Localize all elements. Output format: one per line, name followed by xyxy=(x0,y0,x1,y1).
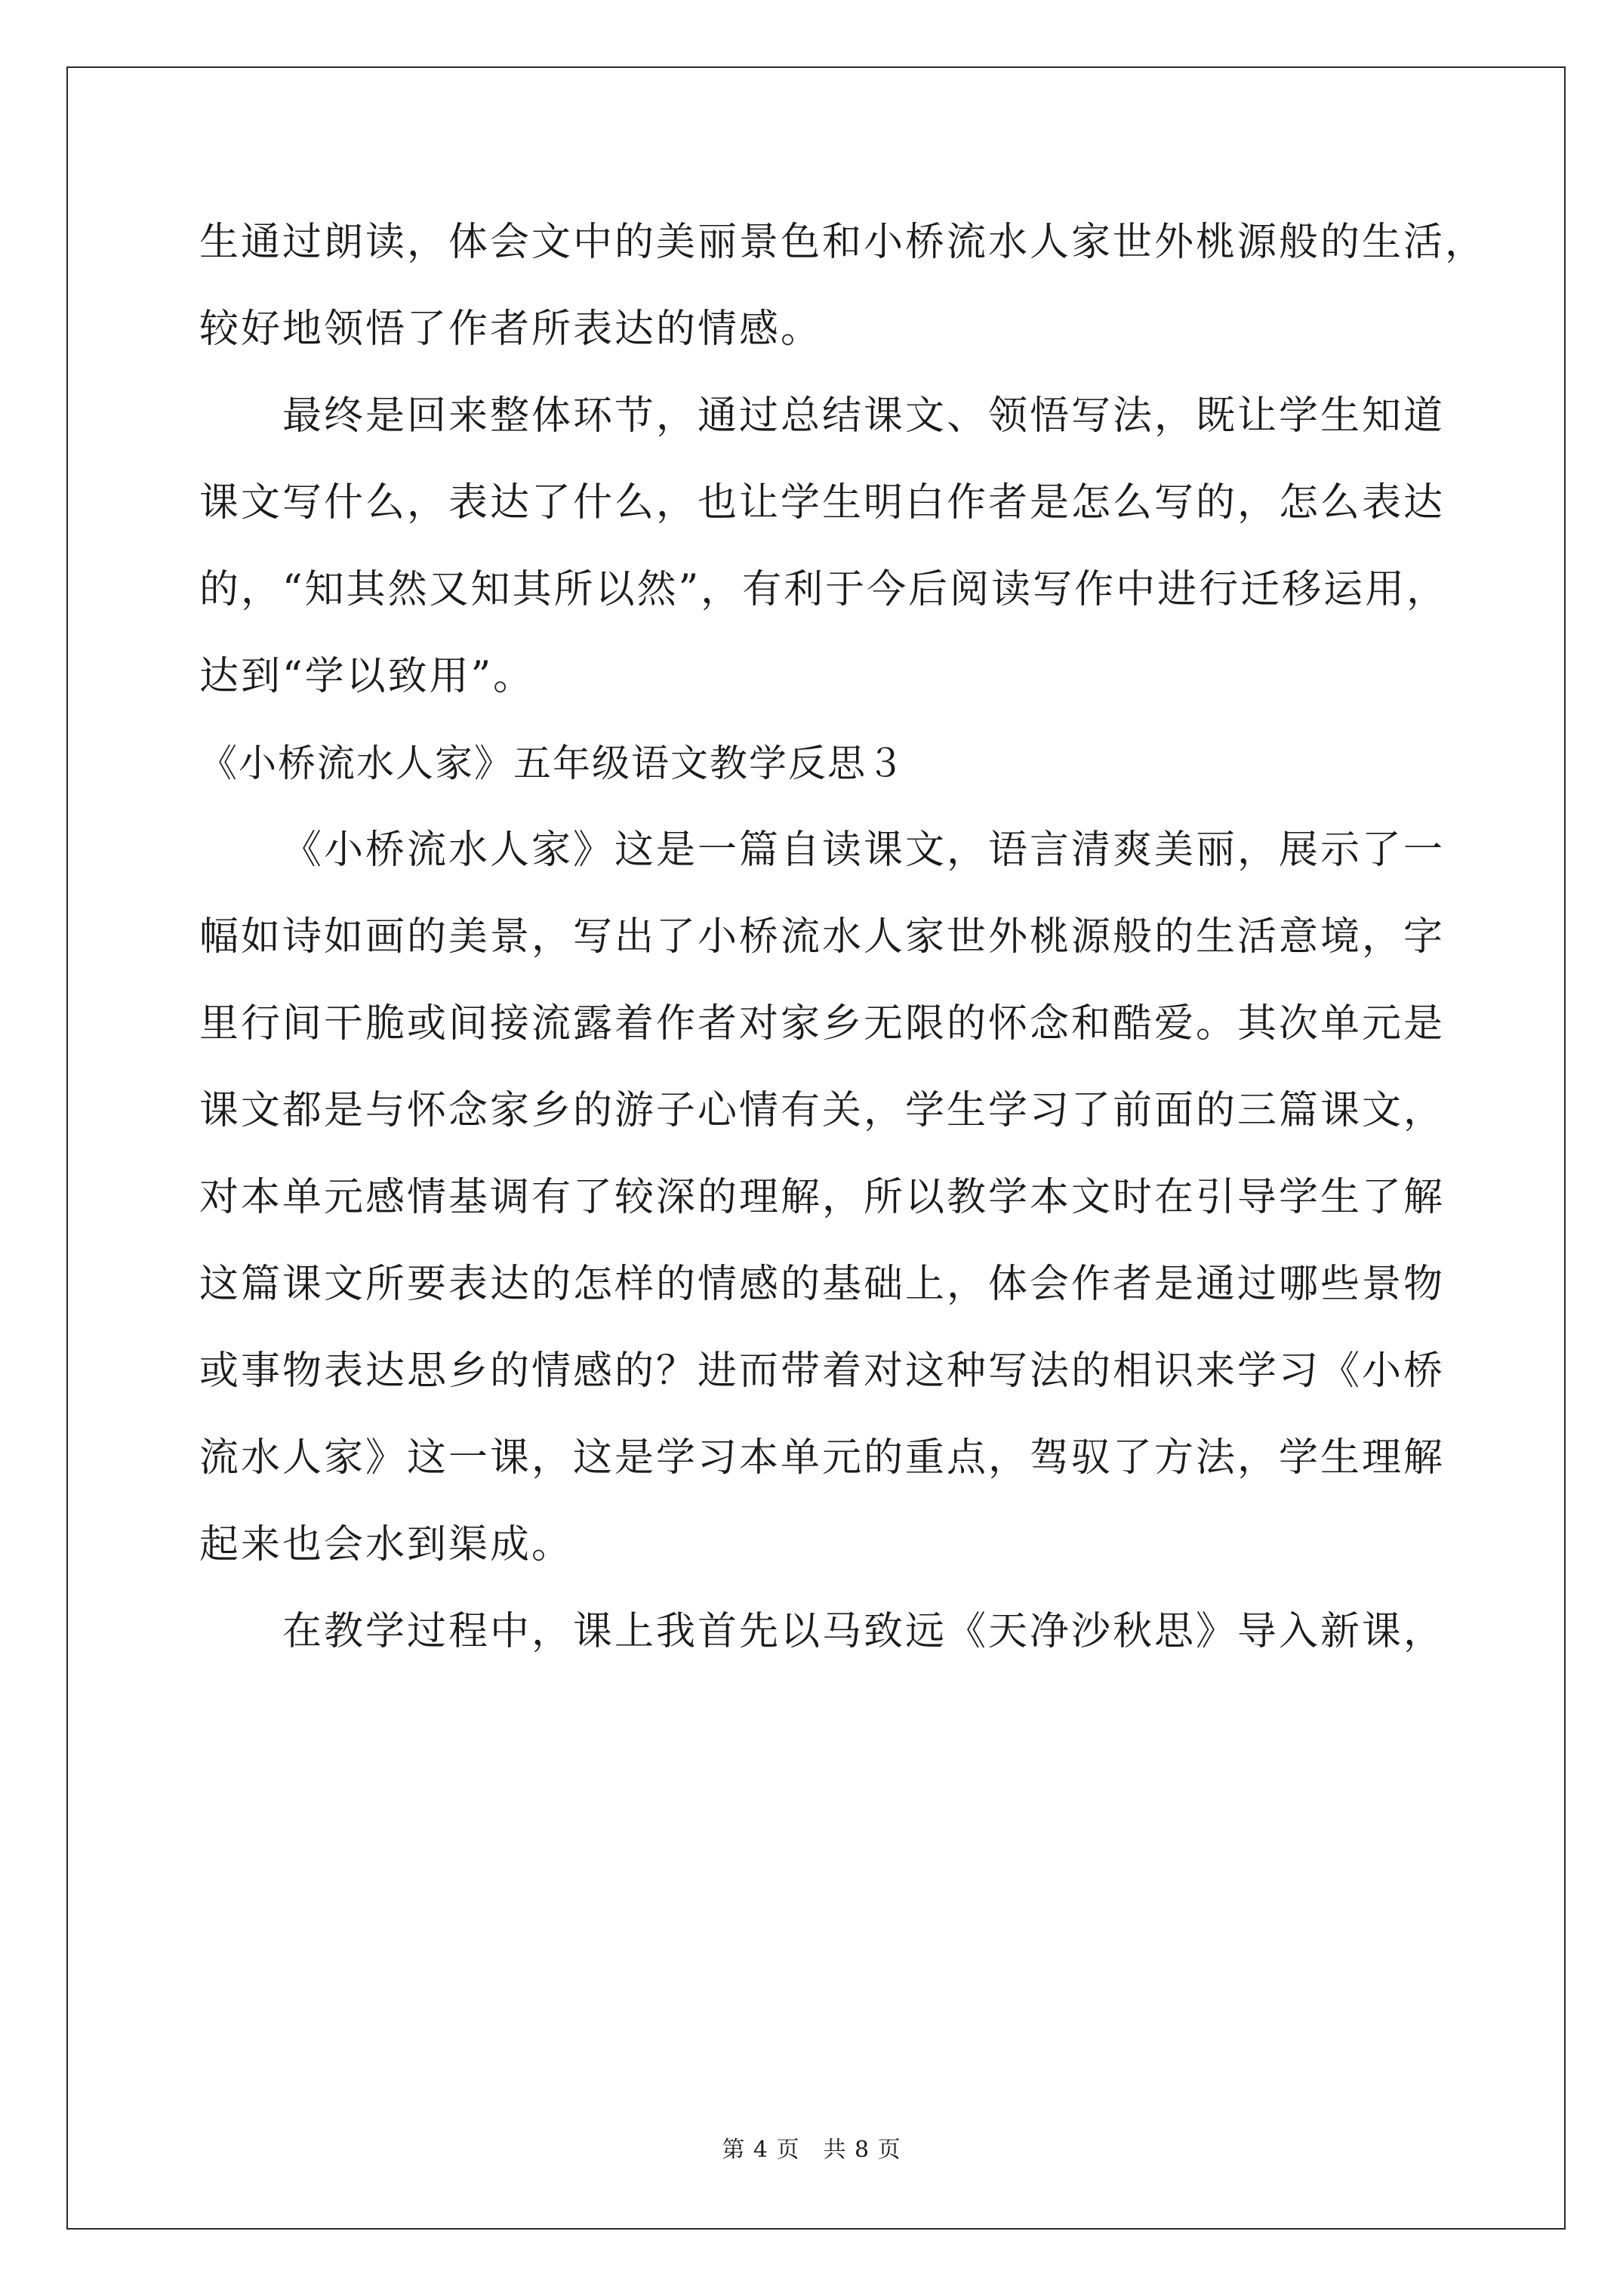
section-heading: 《小桥流水人家》五年级语文教学反思３ xyxy=(199,741,906,785)
body-line: 较好地领悟了作者所表达的情感。 xyxy=(199,307,823,352)
body-line: 生通过朗读，体会文中的美丽景色和小桥流水人家世外桃源般的生活， xyxy=(199,220,1487,265)
body-line: 对本单元感情基调有了较深的理解，所以教学本文时在引导学生了解 xyxy=(199,1175,1446,1220)
body-line: 达到“学以致用”。 xyxy=(199,654,535,699)
body-line: 课文写什么，表达了什么，也让学生明白作者是怎么写的，怎么表达 xyxy=(199,480,1446,525)
paragraph-first-line: 最终是回来整体环节，通过总结课文、领悟写法，既让学生知道 xyxy=(282,393,1446,439)
body-line: 起来也会水到渠成。 xyxy=(199,1522,574,1567)
body-line: 的，“知其然又知其所以然”，有利于今后阅读写作中进行迁移运用， xyxy=(199,567,1449,612)
document-body xyxy=(199,217,1487,1693)
body-line: 这篇课文所要表达的怎样的情感的基础上，体会作者是通过哪些景物 xyxy=(199,1262,1446,1307)
page-number-footer: 第 4 页 共 8 页 xyxy=(722,2137,901,2163)
body-line: 流水人家》这一课，这是学习本单元的重点，驾驭了方法，学生理解 xyxy=(199,1435,1446,1481)
body-line: 幅如诗如画的美景，写出了小桥流水人家世外桃源般的生活意境，字 xyxy=(199,914,1446,960)
paragraph-first-line: 《小桥流水人家》这是一篇自读课文，语言清爽美丽，展示了一 xyxy=(282,827,1446,873)
body-line: 课文都是与怀念家乡的游子心情有关，学生学习了前面的三篇课文， xyxy=(199,1088,1446,1133)
body-line: 里行间干脆或间接流露着作者对家乡无限的怀念和酷爱。其次单元是 xyxy=(199,1001,1446,1046)
body-line: 或事物表达思乡的情感的？进而带着对这种写法的相识来学习《小桥 xyxy=(199,1348,1446,1394)
paragraph-first-line: 在教学过程中，课上我首先以马致远《天净沙秋思》导入新课， xyxy=(282,1609,1446,1654)
